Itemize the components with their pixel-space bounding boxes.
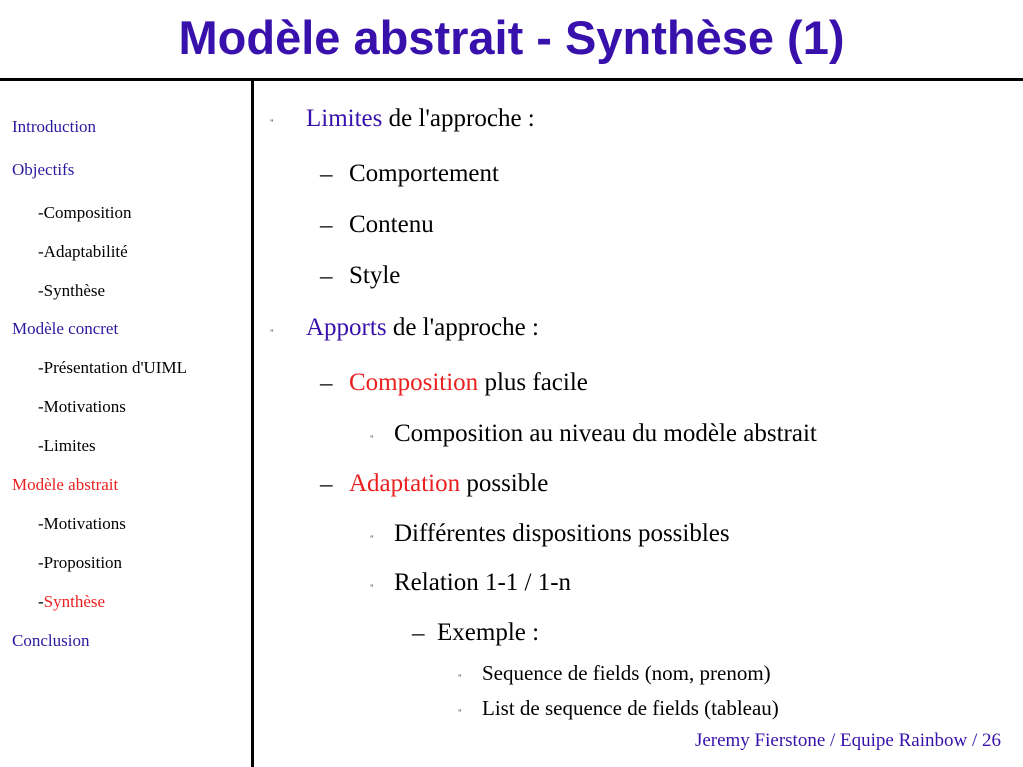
nav-item-presentation-uiml[interactable]: -Présentation d'UIML: [38, 358, 187, 377]
nav-item-adaptabilite[interactable]: -Adaptabilité: [38, 242, 128, 261]
limites-rest: de l'approche :: [382, 105, 535, 132]
nav-item-conclusion[interactable]: Conclusion: [12, 631, 90, 650]
limites-highlight: Limites: [306, 105, 383, 132]
composition-highlight: Composition: [349, 369, 479, 396]
nav-item-synthese-objectifs[interactable]: -Synthèse: [38, 281, 106, 300]
nav-item-synthese-current[interactable]: [38, 592, 105, 612]
sidebar-divider: [251, 80, 254, 767]
nav-item-modele-abstrait[interactable]: Modèle abstrait: [12, 475, 119, 494]
bullet-icon: ": [270, 328, 274, 338]
dash-icon: –: [320, 370, 333, 397]
slide-footer: Jeremy Fierstone / Equipe Rainbow / 26: [694, 730, 1001, 751]
composition-sub-item: Composition au niveau du modèle abstrait: [394, 420, 817, 447]
nav-item-limites[interactable]: -Limites: [38, 436, 96, 455]
exemple-item-sequence: Sequence de fields (nom, prenom): [482, 661, 771, 685]
bullet-icon: ": [370, 434, 374, 444]
apports-composition: [349, 368, 588, 398]
dash-icon: –: [320, 471, 333, 498]
apports-highlight: Apports: [306, 314, 387, 341]
dash-icon: –: [412, 620, 425, 647]
exemple-heading: Exemple :: [437, 619, 540, 646]
bullet-limites: [306, 104, 535, 134]
composition-rest: plus facile: [478, 369, 588, 396]
bullet-icon: ": [370, 583, 374, 593]
bullet-icon: ": [458, 673, 462, 683]
exemple-item-list: List de sequence de fields (tableau): [482, 696, 779, 720]
nav-item-proposition[interactable]: -Proposition: [38, 553, 123, 572]
apports-adaptation: [349, 469, 548, 499]
adaptation-highlight: Adaptation: [349, 470, 461, 497]
bullet-icon: ": [370, 534, 374, 544]
nav-item-motivations-concret[interactable]: -Motivations: [38, 397, 126, 416]
nav-item-prefix: -: [38, 592, 44, 611]
nav-item-motivations-abstrait[interactable]: -Motivations: [38, 514, 126, 533]
nav-item-objectifs[interactable]: Objectifs: [12, 160, 75, 179]
bullet-icon: ": [458, 708, 462, 718]
limites-item-contenu: Contenu: [349, 211, 434, 238]
bullet-icon: ": [270, 118, 274, 128]
adaptation-rest: possible: [460, 470, 549, 497]
nav-item-introduction[interactable]: Introduction: [12, 117, 97, 136]
nav-item-composition[interactable]: -Composition: [38, 203, 132, 222]
limites-item-style: Style: [349, 262, 401, 289]
adaptation-sub-relation: Relation 1-1 / 1-n: [394, 569, 572, 596]
dash-icon: –: [320, 212, 333, 239]
nav-item-synthese-label: Synthèse: [43, 592, 106, 611]
bullet-apports: [306, 313, 539, 343]
nav-item-modele-concret[interactable]: Modèle concret: [12, 319, 119, 338]
dash-icon: –: [320, 263, 333, 290]
dash-icon: –: [320, 161, 333, 188]
limites-item-comportement: Comportement: [349, 160, 499, 187]
slide-content: [256, 0, 1023, 767]
adaptation-sub-dispositions: Différentes dispositions possibles: [394, 520, 730, 547]
slide-title: Modèle abstrait - Synthèse (1): [178, 11, 845, 64]
apports-rest: de l'approche :: [386, 314, 539, 341]
